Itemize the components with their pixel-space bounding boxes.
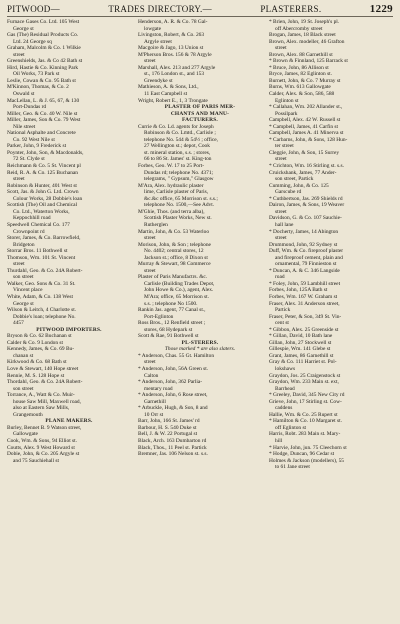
entry-line: John Howe & Co.), agent, Alex. <box>144 287 214 294</box>
entry-line: Garscube rd <box>275 189 302 196</box>
entry-line: Bryson & Co. 62 Buchanan st <box>7 333 72 340</box>
entry-line: Barr, John, 166 St. James' rd <box>138 418 200 425</box>
entry-line: Poynter, John, Son, & Macdonalds, <box>7 149 84 156</box>
entry-line: hall lane <box>275 221 294 228</box>
entry-line: Fraser, Peter, & Son, 349 St. Vin- <box>269 313 342 320</box>
entry-line: Colour Works, 28 Dobbie's loan <box>13 195 83 202</box>
entry-line: 11 East Campbell st <box>144 91 188 98</box>
entry-line: Brogan, James, 18 Black street <box>269 32 336 39</box>
section-heading: PITWOOD IMPORTERS. <box>36 326 102 333</box>
entry-line: * Arbuckle, Hugh, & Son, 8 and <box>138 405 208 412</box>
entry-line: * Brien, John, 19 St. Joseph's pl. <box>269 19 340 25</box>
entry-line: * Hamilton & Co. 10 Margaret st. <box>269 418 342 425</box>
header-left: PITWOOD— <box>7 4 60 14</box>
entry-line: Dundas rd; telephone No. 4371; <box>144 169 214 176</box>
entry-line: Eglinton st <box>275 97 299 104</box>
entry-line: Dobbie's loan; telephone No. <box>13 313 76 320</box>
entry-line: Furnace Gases Co. Ltd. 105 West <box>7 19 80 25</box>
entry-line: Bremner, Jas. 106 Nelson st. s.s. <box>138 451 208 458</box>
entry-line: to 61 Jane street <box>275 464 310 471</box>
entry-line: Gillan, John, 27 Stockwell st <box>269 339 332 346</box>
entry-line: street <box>275 156 287 163</box>
section-heading: PLANE MAKERS. <box>45 418 93 425</box>
entry-line: * Greeley, David, 345 New City rd <box>269 392 345 399</box>
entry-line: Burnett, John, & Co. 7 Murray st <box>269 77 341 84</box>
entry-line: off Abercromby street <box>275 25 323 32</box>
section-heading: PLASTER OF PARIS MER- <box>164 104 236 111</box>
entry-line: Partick <box>275 307 291 314</box>
section-heading: FACTURERS. <box>182 117 218 124</box>
entry-line: caddens <box>275 405 293 412</box>
entry-line: Greenshields, Jas. & Co 42 Bath st <box>7 58 83 65</box>
entry-line: Parker, John, 9 Frederick st <box>7 143 67 150</box>
entry-line: Jackson st.; office, 8 Dixon st <box>144 254 208 261</box>
entry-line: Miller, James, Son & Co. 79 West <box>7 117 81 124</box>
entry-line: street <box>144 267 156 274</box>
entry-line: Graham, Malcolm & Co. 1 Wilkie <box>7 45 81 52</box>
entry-line: off Eglinton st <box>275 424 307 431</box>
entry-line: Holmes & Jackson (modellers), 55 <box>269 457 345 464</box>
entry-line: road <box>275 274 285 281</box>
entry-line: Gillespie, Wm. 141 Glebe st <box>269 346 331 353</box>
entry-line: telegrams, " Gypsum," Glasgow <box>144 176 214 183</box>
entry-line: Storer, James, & Co. Barrowfield, <box>7 235 81 242</box>
entry-line: Port-Eglinton <box>144 313 174 320</box>
entry-line: ornamental, 79 Finnieston st <box>275 261 337 268</box>
entry-line: M'Ara, Alex. hydraulic plaster <box>138 182 204 189</box>
entry-line: * Bruce, John, 86 Allison st <box>269 64 329 71</box>
entry-line: Campbell, Alex. 42 W. Russell st <box>269 117 341 124</box>
entry-line: 10 Orr st <box>144 411 164 418</box>
entry-line: Grieve, John, 17 Stirling st. Cow- <box>269 398 342 405</box>
entry-line: Harris, Robt. 283 Main st. Mary- <box>269 431 341 438</box>
entry-line: Bryce, James, 82 Eglinton st. <box>269 71 333 78</box>
entry-line: Keppochhill road <box>13 215 51 222</box>
entry-line: st. mineral station, s.s. ; stores, <box>144 149 211 156</box>
entry-line: Carlisle (Building Trades Depot, <box>144 280 215 287</box>
entry-line: Oil Works, 73 Park st <box>13 71 60 78</box>
entry-line: street <box>13 176 25 183</box>
entry-line: &c.&c office, 65 Morrison st. s.s.; <box>144 195 218 202</box>
entry-line: Macgoire & Jago, 13 Union st <box>138 45 204 52</box>
entry-line: lowgate <box>144 25 162 32</box>
column-2 <box>138 19 262 471</box>
entry-line: Hird, Hastie & Co. Kinning Park <box>7 64 79 71</box>
entry-line: George st <box>13 25 34 32</box>
entry-line: telephone No. 1500,—See Advt. <box>144 202 215 209</box>
entry-line: National Asphalte and Concrete <box>7 130 76 137</box>
entry-line: 4457 <box>13 320 24 327</box>
entry-line: son street <box>13 274 34 281</box>
entry-line: Grant, James, 86 Garnethill st <box>269 352 334 359</box>
entry-line: son street <box>13 385 34 392</box>
entry-line: * Callahan, Wm. 202 Allander st., <box>269 104 343 111</box>
entry-line: Dobie, John, & Co. 205 Argyle st <box>7 451 80 458</box>
entry-line: Hallie, Wm. & Co. 25 Rupert st <box>269 411 338 418</box>
entry-line: * Anderson, Chas. 55 Gt. Hamilton <box>138 352 215 359</box>
entry-line: Walker, Geo. Sons & Co. 31 St. <box>7 280 76 287</box>
entry-line: Robinson & Hunter, 401 West st <box>7 182 77 189</box>
entry-line: Co. Ltd., Waterton Works, <box>13 208 70 215</box>
entry-line: cent st <box>275 320 289 327</box>
entry-line: Cleggie, John, & Son, 15 Surrey <box>269 149 340 156</box>
entry-line: M'Ghie, Thos. (and terra alba), <box>138 208 205 215</box>
entry-line: M'Ara; office, 65 Morrison st. <box>144 293 209 300</box>
entry-line: Gas (The) Residual Products Co. <box>7 32 79 39</box>
entry-line: 27 Wellington st.; depot, Cook <box>144 143 210 150</box>
entry-line: Duff, Wm. & Co. fireproof plaster <box>269 248 344 255</box>
entry-line: Torrance, A., Watt & Co. Muir- <box>7 392 75 399</box>
entry-line: Bell, J. & W. 22 Portugal st <box>138 431 198 438</box>
entry-line: * Anderson, John, 362 Parlia- <box>138 379 203 386</box>
entry-line: Reid, R. A. & Co. 125 Buchanan <box>7 169 78 176</box>
header-right: PLASTERERS. <box>260 4 322 14</box>
entry-line: Livingston, Robert, & Co. 263 <box>138 32 205 39</box>
entry-line: street <box>275 235 287 242</box>
entry-line: 72 St. Clyde st <box>13 156 45 163</box>
entry-line: Marshall, Alex. 213 and 277 Argyle <box>138 64 216 71</box>
entry-line: Possilpark <box>275 110 298 117</box>
entry-line: Leslie, Cowan & Co. 95 Bath st <box>7 77 76 84</box>
entry-line: Crownpoint rd <box>13 228 45 235</box>
entry-line: also at Eastern Saw Mills, <box>13 405 70 412</box>
entry-line: chanan st <box>13 352 34 359</box>
entry-line: Kennedy, James, & Co. 69 Bu- <box>7 346 75 353</box>
entry-line: Reichmann & Co. 5 St. Vincent pl <box>7 163 81 170</box>
column-3 <box>269 19 393 471</box>
entry-line: Forbes, Geo. W. 17 to 25 Port- <box>138 163 205 170</box>
entry-line: Scottish (The) Oil and Chemical <box>7 202 78 209</box>
entry-line: Ltd. 24 George sq <box>13 38 52 45</box>
entry-line: street <box>13 51 25 58</box>
entry-line: and fireproof cement, plain and <box>275 254 343 261</box>
entry-line: * Duncan, A. & C. 346 Langside <box>269 267 340 274</box>
entry-line: lime, Carlisle plaster of Paris, <box>144 189 209 196</box>
entry-line: Robinson & Co. Lmtd., Carlisle ; <box>144 130 216 137</box>
entry-line: Davidson, G. & Co. 107 Sauchie- <box>269 215 342 222</box>
entry-line: Calder, Alex. & Son, 586, 588 <box>269 91 335 98</box>
entry-line: M'Kinnon, Thomas, & Co. 2 <box>7 84 69 91</box>
entry-line: Fraser, Alex. 31 Anderson street, <box>269 300 340 307</box>
entry-line: Scottish Plaster Works, New st. <box>144 215 212 222</box>
entry-line: Murray & Stewart, 98 Commerce <box>138 261 211 268</box>
entry-line: Gallowgate <box>13 431 38 438</box>
page-number: 1229 <box>369 3 393 15</box>
entry-line: * Docherty, James, 14 Abington <box>269 228 339 235</box>
column-1 <box>7 19 131 471</box>
entry-line: Miller, Geo. & Co. 40 W. Nile st <box>7 110 78 117</box>
entry-line: Rennie, M. S. 128 Hope st <box>7 372 65 379</box>
entry-line: Brown, Alex. 88 Garnethill st <box>269 51 333 58</box>
entry-line: Love & Stewart, 140 Hope street <box>7 365 79 372</box>
entry-line: M'Pherson Bros. 156 & 78 Argyle <box>138 51 212 58</box>
entry-line: street <box>144 58 156 65</box>
entry-line: Oswald st <box>13 91 35 98</box>
entry-line: Morison, John, & Son ; telephone <box>138 241 211 248</box>
entry-line: * Gibbon, Alex. 25 Greenside st <box>269 326 339 333</box>
entry-line: Martin, John, & Co. 53 Waterloo <box>138 228 210 235</box>
entry-line: Wright, Robert E., 1, 3 Trongate <box>138 97 208 104</box>
entry-line: * Hodge, Duncan, 96 Cedar st <box>269 451 335 458</box>
entry-line: Cook, Wm. & Sons, 94 Elliot st. <box>7 438 77 444</box>
entry-line: st., 176 London st., and 153 <box>144 71 205 78</box>
entry-line: Forbes, John, 125A Bath st <box>269 287 328 294</box>
entry-line: ter street <box>275 143 294 150</box>
entry-line: MacLellan, L. & J. 65, 67, & 130 <box>7 97 80 104</box>
entry-line: Brown, Alex. modeller, 46 Grafton <box>269 38 345 45</box>
entry-line: Forbes, Wm. 167 W. Graham st <box>269 293 338 300</box>
entry-line: Barrhead <box>275 385 295 392</box>
entry-line: * Anderson, John, 56A Green st. <box>138 365 209 372</box>
entry-line: Scott, Jas. & John G. Ltd. Crown <box>7 189 79 196</box>
entry-line: Nile street <box>13 123 36 130</box>
entry-line: * Foley, John, 59 Lambhill street <box>269 280 341 287</box>
entry-line: * Cuthbertson, Jas. 269 Shields rd <box>269 195 343 202</box>
entry-line: George st <box>13 300 34 307</box>
entry-line: * Harvie, John, jun. 75 Cleechorn st <box>269 444 347 451</box>
entry-line: Kirkwood & Co. 68 Bath st <box>7 359 67 366</box>
section-note: Those marked * are also slaters. <box>164 346 236 353</box>
entry-line: 66 to 86 St. James' st. King-ton <box>144 156 212 163</box>
section-heading: PL-STERERS. <box>181 339 219 346</box>
entry-line: * Gillan, David, 10 Bath lane <box>269 333 333 340</box>
section-heading: CHANTS AND MANU- <box>170 110 230 117</box>
entry-line: stores, 68 Hydepark st <box>144 326 193 333</box>
entry-line: Thurdahl, Geo. & Co. 24A Robert- <box>7 267 83 274</box>
entry-line: No. 4402; central stores, 12 <box>144 248 204 255</box>
entry-line: hill <box>275 438 283 444</box>
entry-line: Argyle street <box>144 38 172 45</box>
entry-line: Port-Dundas rd <box>13 104 47 111</box>
header-center: TRADES DIRECTORY.— <box>108 4 212 14</box>
entry-line: Rankin Jas. agent, 77 Canal st., <box>138 307 206 314</box>
entry-line: Black, Thos., 11 Peel st. Partick <box>138 444 207 451</box>
entry-line: Plaster of Paris Manufactrs. &c. <box>138 274 208 281</box>
entry-line: street <box>144 235 156 242</box>
entry-line: Cumming, John, & Co. 125 <box>269 182 329 189</box>
entry-line: Gray & Co. 111 Harriet st. Pol- <box>269 359 337 366</box>
entry-line: Speedwell Chemical Co. 177 <box>7 221 70 228</box>
entry-line: Wilson & Leitch, 4 Charlotte st. <box>7 307 77 314</box>
entry-line: Henderson, A. R. & Co. 78 Gal- <box>138 19 208 25</box>
entry-line: Greendyke st <box>144 77 173 84</box>
entry-line: s.s. ; telephone No 1500. <box>144 300 198 307</box>
entry-line: Coutts, Alex. 9 West Howard st <box>7 444 75 451</box>
entry-line: Dairon, James, & Sons, 19 Weaver <box>269 202 345 209</box>
entry-line: Barbour, H. S. 540 Duke st <box>138 424 197 431</box>
entry-line: * Brown & Finnland, 125 Barrack st <box>269 58 348 65</box>
entry-line: * Anderson, John, 6 Rose street, <box>138 392 208 399</box>
entry-line: house Saw Mill, Maxwell road, <box>13 398 81 405</box>
entry-line: Thordahl, Geo. & Co. 24A Robert- <box>7 379 83 386</box>
entry-line: street <box>144 359 156 366</box>
running-header <box>7 3 393 17</box>
entry-line: * Carbarns, John, & Sons, 128 Hun- <box>269 136 348 143</box>
entry-line: Garnethill <box>144 398 166 405</box>
entry-line: Co. 92 West Nile st <box>13 136 55 143</box>
entry-line: son street, Partick <box>275 176 314 183</box>
columns <box>7 19 393 471</box>
entry-line: Burley, Bennet B. 9 Watson street, <box>7 424 82 431</box>
entry-line: * Campbell, James, 41 Carfin st <box>269 123 339 130</box>
entry-line: Black, Arch. 163 Dumbarton rd <box>138 438 207 444</box>
entry-line: and 75 Sauchiehall st <box>13 457 59 464</box>
entry-line: Currie & Co. Ld. agents for Joseph <box>138 123 214 130</box>
entry-line: Drummond, John, 92 Sydney st <box>269 241 338 248</box>
entry-line: Thomson, Wm. 101 St. Vincent <box>7 254 76 261</box>
entry-line: street <box>13 261 25 268</box>
entry-line: Scott & Rae, 91 Bothwell st <box>138 333 199 340</box>
entry-line: Burns, Wm. 613 Gallowgate <box>269 84 331 91</box>
entry-line: mentary road <box>144 385 173 392</box>
entry-line: Mathieson, A. & Sons, Ltd., <box>138 84 199 91</box>
entry-line: Grangemouth <box>13 411 43 418</box>
entry-line: Rutherglen <box>144 221 168 228</box>
entry-line: Calton <box>144 372 159 379</box>
entry-line: street <box>275 208 287 215</box>
entry-line: Cruickshank, James, 77 Ander- <box>269 169 337 176</box>
entry-line: Graydon, Wm. 233 Main st. ext, <box>269 379 339 386</box>
entry-line: Vincent place <box>13 287 43 294</box>
entry-line: Storrar Bros. 11 Bothwell st <box>7 248 68 255</box>
entry-line: Campbell, James A. 41 Minerva st <box>269 130 344 137</box>
entry-line: Calder & Co. 9 London st <box>7 339 63 346</box>
entry-line: White, Adam, & Co. 138 West <box>7 293 73 300</box>
entry-line: street <box>275 45 287 52</box>
entry-line: lokshaws <box>275 365 296 372</box>
entry-line: Graydon, Jos. 25 Craigenstock st <box>269 372 341 379</box>
entry-line: telephone No. 544 & 54½ ; office, <box>144 136 219 143</box>
entry-line: Bridgeton <box>13 241 35 248</box>
entry-line: * Crichton, Wm. 16 Stirling st. s.s. <box>269 163 344 170</box>
entry-line: Ross Bros., 12 Renfield street ; <box>138 320 206 327</box>
